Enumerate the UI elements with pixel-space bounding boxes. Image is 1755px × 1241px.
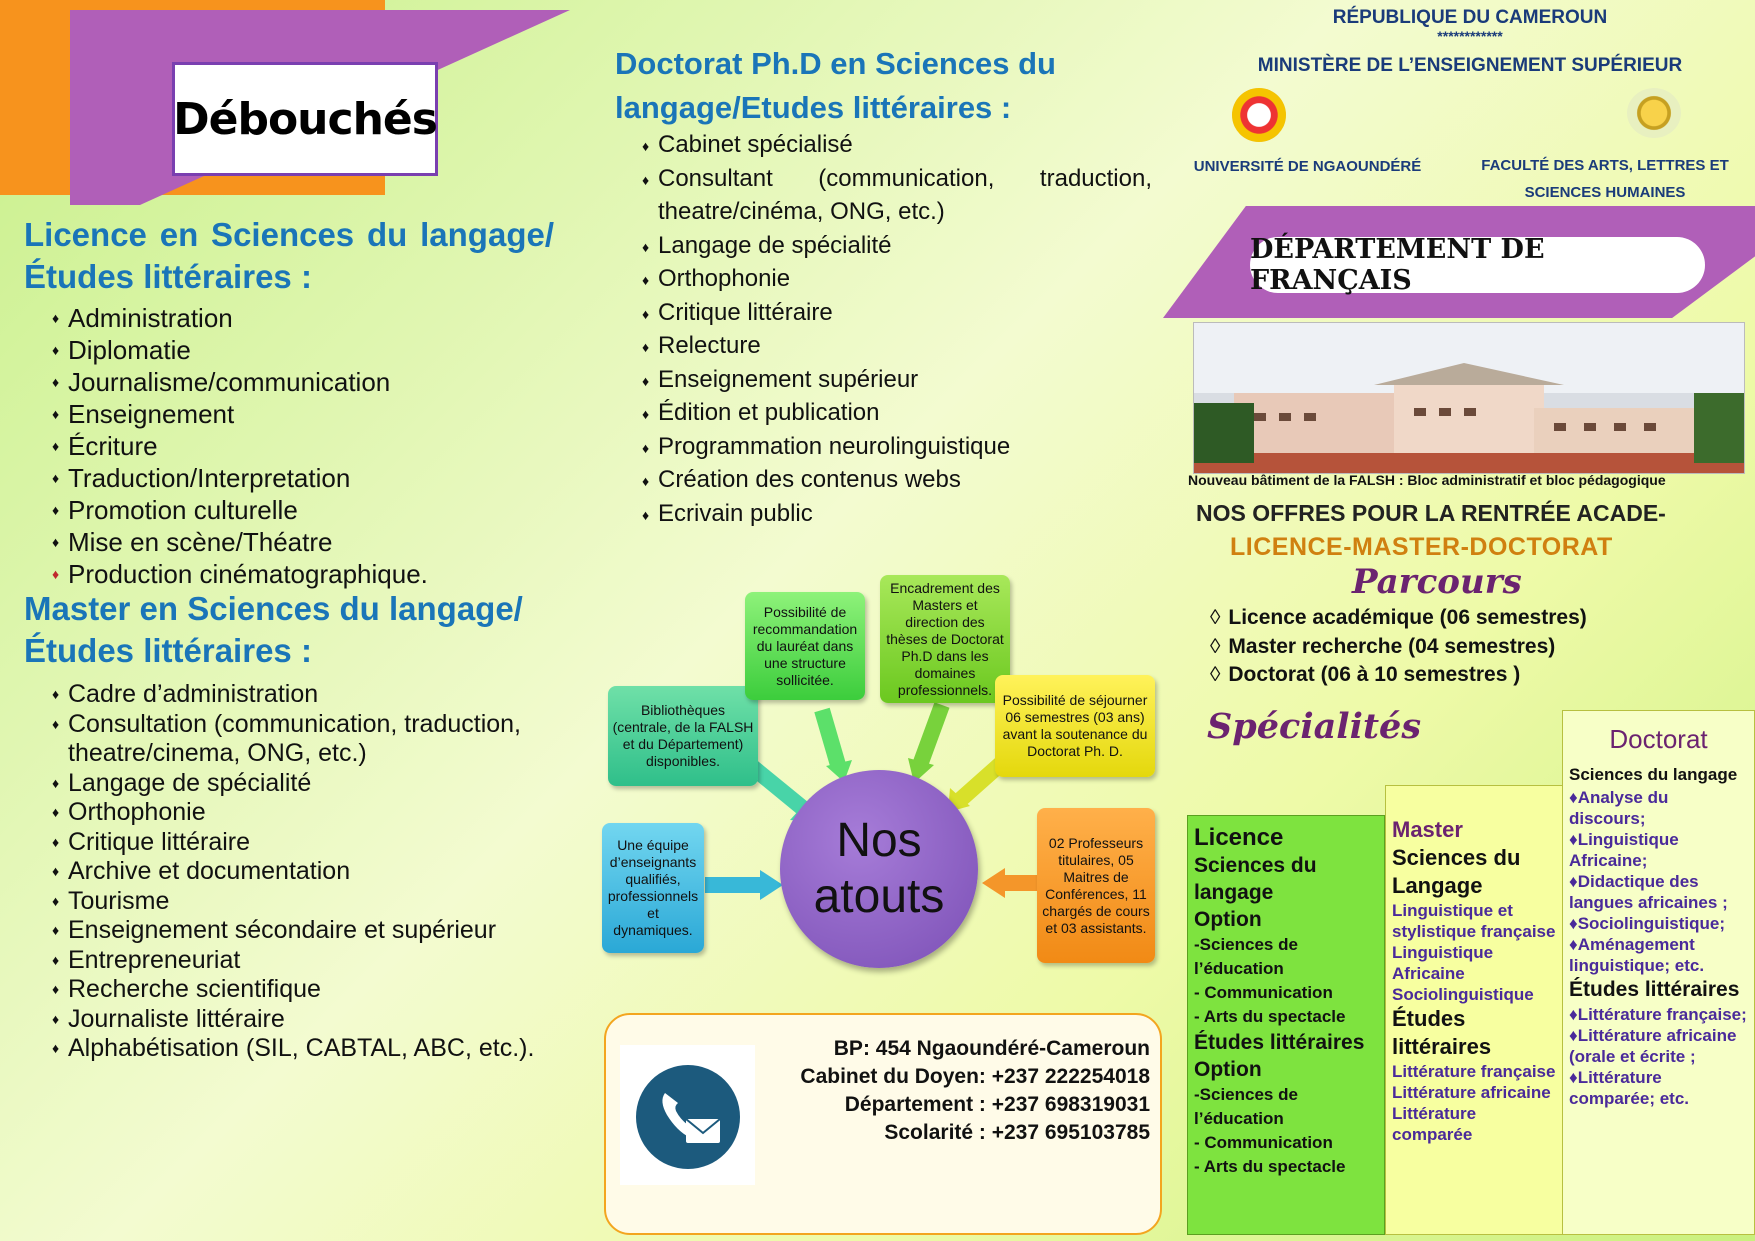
- list-item: ♦ Relecture: [642, 329, 1152, 363]
- master-col-item: Littérature comparée: [1392, 1104, 1477, 1144]
- master-col-item: Linguistique Africaine: [1392, 943, 1494, 983]
- arrow-head: [982, 868, 1005, 898]
- doctorat-col-sub2: Études littéraires: [1569, 978, 1740, 1001]
- list-item: ♦ Ecrivain public: [642, 497, 1152, 531]
- faculty-name: FACULTÉ DES ARTS, LETTRES ET SCIENCES HUMAINES: [1481, 157, 1729, 201]
- list-item: ♦ Traduction/Interpretation: [52, 462, 552, 494]
- doctorat-col-item: ♦ Linguistique Africaine;: [1569, 829, 1748, 871]
- phone-mail-icon: [620, 1045, 755, 1185]
- arrow: [920, 705, 942, 765]
- licence-debouches-title: Licence en Sciences du langage/Études littéraires :: [24, 216, 554, 295]
- list-item: ♦ Consultation (communication, traduction, theatre/cinema, ONG, etc.): [52, 710, 572, 769]
- licence-col-title: Licence: [1194, 824, 1284, 851]
- list-item: ♦ Langage de spécialité: [642, 229, 1152, 263]
- specialites-title: Spécialités: [1207, 706, 1422, 747]
- atout-sejour: Possibilité de séjourner 06 semestres (03 ans) avant la soutenance du Doctorat Ph. D.: [995, 675, 1155, 777]
- stars-separator: ************: [1437, 28, 1503, 44]
- parcours-item: ◊ Doctorat (06 à 10 semestres ): [1210, 661, 1630, 690]
- doctorat-col-sub1: Sciences du langage: [1569, 765, 1738, 784]
- list-item: ♦ Critique littéraire: [52, 828, 572, 858]
- list-item: ♦ Entrepreneuriat: [52, 946, 572, 976]
- parcours-item: ◊ Master recherche (04 semestres): [1210, 633, 1630, 662]
- list-item: ♦ Édition et publication: [642, 396, 1152, 430]
- doctorat-col-item: ♦ Littérature comparée; etc.: [1569, 1067, 1748, 1109]
- phone-mail-tile: [620, 1045, 755, 1185]
- doctorat-col-item: ♦ Analyse du discours;: [1569, 787, 1748, 829]
- list-item: ♦ Mise en scène/Théatre: [52, 526, 552, 558]
- arrow: [822, 710, 838, 765]
- university-name: UNIVERSITÉ DE NGAOUNDÉRÉ: [1193, 158, 1422, 175]
- doctorat-col-item: ♦ Littérature africaine (orale et écrite ;: [1569, 1025, 1748, 1067]
- parcours-list: [1210, 604, 1630, 690]
- parcours-title: Parcours: [1352, 562, 1522, 602]
- list-item: ♦ Orthophonie: [642, 262, 1152, 296]
- list-item: ♦ Création des contenus webs: [642, 463, 1152, 497]
- debouches-title-box: [172, 62, 438, 176]
- licence-col-item: - Communication: [1194, 1133, 1333, 1152]
- list-item: ♦ Diplomatie: [52, 334, 552, 366]
- master-col-item: Linguistique et stylistique française: [1392, 901, 1556, 941]
- list-item: ♦ Journaliste littéraire: [52, 1005, 572, 1035]
- list-item: ♦ Critique littéraire: [642, 296, 1152, 330]
- list-item: ♦ Programmation neurolinguistique: [642, 430, 1152, 464]
- republique-title: RÉPUBLIQUE DU CAMEROUN: [1332, 7, 1608, 28]
- contact-bp: BP: 454 Ngaoundéré-Cameroun: [833, 1037, 1150, 1060]
- list-item: ♦ Promotion culturelle: [52, 494, 552, 526]
- list-item: ♦ Tourisme: [52, 887, 572, 917]
- master-col-sub2: Études littéraires: [1392, 1006, 1492, 1059]
- atouts-center: Nos atouts: [780, 770, 978, 968]
- header-institution: [1185, 6, 1755, 78]
- department-title: DÉPARTEMENT DE FRANÇAIS: [1250, 237, 1705, 293]
- licence-col-item: - Arts du spectacle: [1194, 1157, 1346, 1176]
- ministere-title: MINISTÈRE DE L’ENSEIGNEMENT SUPÉRIEUR: [1257, 55, 1683, 76]
- master-col-sub1: Sciences du Langage: [1392, 845, 1521, 898]
- lmd-title: LICENCE-MASTER-DOCTORAT: [1230, 533, 1613, 561]
- atout-encadrement: Encadrement des Masters et direction des thèses de Doctorat Ph.D dans les domaines professionnels.: [880, 575, 1010, 703]
- master-col-title: Master: [1392, 817, 1463, 842]
- licence-col-option2: Option: [1194, 1058, 1262, 1081]
- list-item: ♦ Production cinématographique.: [52, 558, 552, 590]
- list-item: ♦ Écriture: [52, 430, 552, 462]
- atout-professeurs: 02 Professeurs titulaires, 05 Maitres de Conférences, 11 chargés de cours et 03 assistants.: [1037, 808, 1155, 963]
- list-item: ♦ Enseignement supérieur: [642, 363, 1152, 397]
- building-photo: [1193, 322, 1745, 474]
- licence-col-sub2: Études littéraires: [1194, 1031, 1365, 1054]
- list-item: ♦ Consultant (communication, traduction, theatre/cinéma, ONG, etc.): [642, 162, 1152, 229]
- offres-title: NOS OFFRES POUR LA RENTRÉE ACADE-: [1196, 500, 1666, 526]
- list-item: ♦ Langage de spécialité: [52, 769, 572, 799]
- doctorat-debouches-title: Doctorat Ph.D en Sciences du langage/Etudes littéraires :: [615, 46, 1056, 125]
- contact-doyen: Cabinet du Doyen: +237 222254018: [800, 1065, 1150, 1088]
- doctorat-specialites-column: [1562, 710, 1755, 1235]
- master-col-item: Littérature française: [1392, 1062, 1556, 1081]
- licence-col-option1: Option: [1194, 908, 1262, 931]
- contact-lines: [760, 1035, 1150, 1147]
- contact-departement: Département : +237 698319031: [844, 1093, 1150, 1116]
- list-item: ♦ Cabinet spécialisé: [642, 128, 1152, 162]
- building-illustration: [1194, 323, 1744, 473]
- list-item: ♦ Cadre d’administration: [52, 680, 572, 710]
- licence-specialites-column: [1187, 815, 1385, 1235]
- contact-scolarite: Scolarité : +237 695103785: [884, 1121, 1150, 1144]
- doctorat-col-item: ♦ Sociolinguistique;: [1569, 913, 1748, 934]
- list-item: ♦ Recherche scientifique: [52, 975, 572, 1005]
- parcours-item: ◊ Licence académique (06 semestres): [1210, 604, 1630, 633]
- licence-col-item: - Communication: [1194, 983, 1333, 1002]
- atout-bibliotheques: Bibliothèques (centrale, de la FALSH et du Département) disponibles.: [608, 686, 758, 786]
- list-item: ♦ Administration: [52, 302, 552, 334]
- doctorat-col-item: ♦ Didactique des langues africaines ;: [1569, 871, 1748, 913]
- photo-caption: Nouveau bâtiment de la FALSH : Bloc administratif et bloc pédagogique: [1188, 472, 1666, 488]
- doctorat-col-item: ♦ Aménagement linguistique; etc.: [1569, 934, 1748, 976]
- master-debouches-list: [52, 680, 572, 1064]
- list-item: ♦ Journalisme/communication: [52, 366, 552, 398]
- doctorat-col-title: Doctorat: [1609, 724, 1708, 754]
- master-col-item: Littérature africaine: [1392, 1083, 1551, 1102]
- university-logo: [1232, 88, 1286, 142]
- licence-col-item: - Arts du spectacle: [1194, 1007, 1346, 1026]
- licence-debouches-list: [52, 302, 552, 590]
- master-debouches-title: Master en Sciences du langage/Études littéraires :: [24, 590, 523, 669]
- list-item: ♦ Orthophonie: [52, 798, 572, 828]
- master-col-item: Sociolinguistique: [1392, 985, 1534, 1004]
- licence-col-sub1: Sciences du langage: [1194, 854, 1317, 904]
- master-specialites-column: [1385, 785, 1563, 1235]
- doctorat-col-item: ♦ Littérature française;: [1569, 1004, 1748, 1025]
- list-item: ♦ Enseignement sécondaire et supérieur: [52, 916, 572, 946]
- arrow: [750, 765, 805, 810]
- faculty-logo: [1627, 88, 1681, 138]
- atout-equipe: Une équipe d’enseignants qualifiés, professionnels et dynamiques.: [602, 823, 704, 953]
- list-item: ♦ Enseignement: [52, 398, 552, 430]
- atouts-diagram: [600, 570, 1160, 970]
- list-item: ♦ Alphabétisation (SIL, CABTAL, ABC, etc.).: [52, 1034, 572, 1064]
- licence-col-item: -Sciences de l’éducation: [1194, 935, 1298, 978]
- licence-col-item: -Sciences de l’éducation: [1194, 1085, 1298, 1128]
- list-item: ♦ Archive et documentation: [52, 857, 572, 887]
- debouches-title: Débouchés: [173, 93, 437, 145]
- doctorat-debouches-list: [642, 128, 1152, 530]
- atout-recommandation: Possibilité de recommandation du lauréat dans une structure sollicitée.: [745, 592, 865, 700]
